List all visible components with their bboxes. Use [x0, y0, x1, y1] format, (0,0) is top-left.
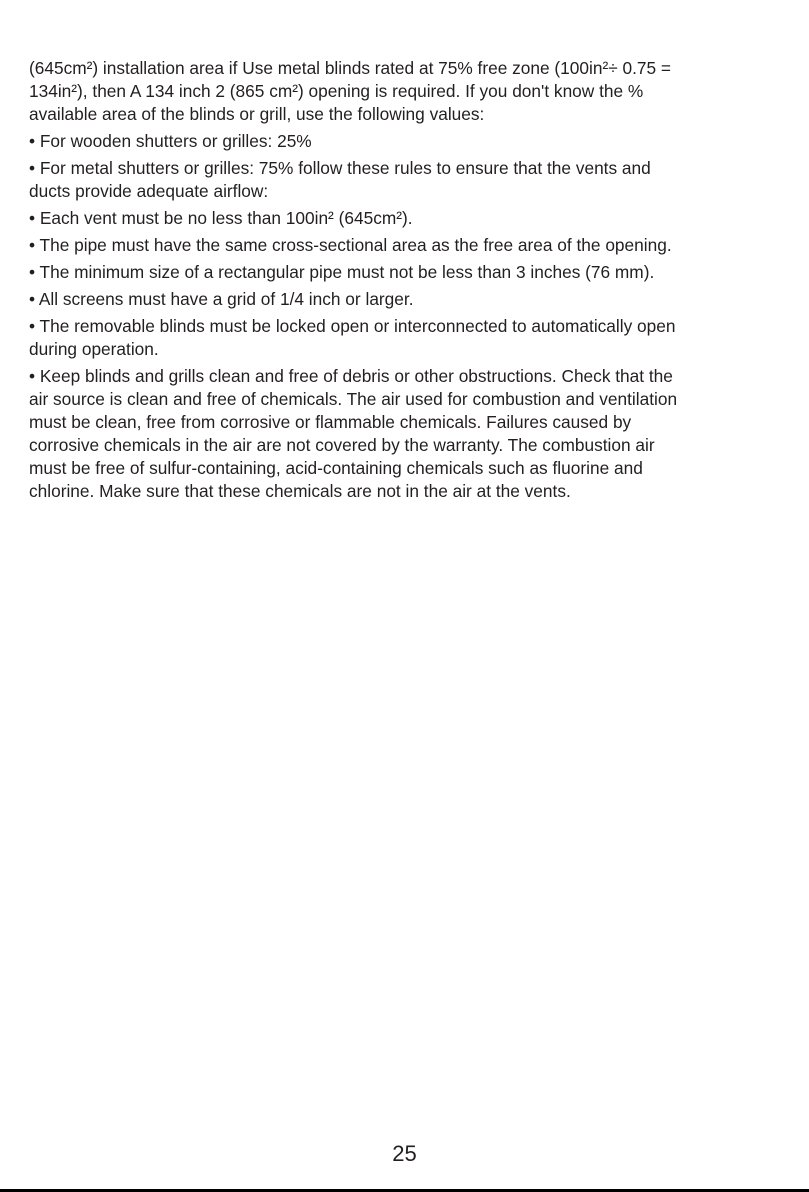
- bullet-wooden-shutters: • For wooden shutters or grilles: 25%: [29, 131, 312, 151]
- intro-paragraph: (645cm²) installation area if Use metal blinds rated at 75% free zone (100in²÷ 0.75 = 134in²), then A 134 inch 2 (865 cm²) opening is required. If you don't know the % available area of the blinds or grill, use the following values:: [29, 58, 672, 124]
- bullet-rectangular-pipe: • The minimum size of a rectangular pipe must not be less than 3 inches (76 mm).: [29, 262, 655, 282]
- page-body: [29, 57, 785, 507]
- bullet-vent-size: • Each vent must be no less than 100in² (645cm²).: [29, 208, 413, 228]
- bullet-pipe-area: • The pipe must have the same cross-sectional area as the free area of the opening.: [29, 235, 672, 255]
- bullet-removable-blinds: • The removable blinds must be locked open or interconnected to automatically open during operation.: [29, 316, 676, 359]
- bullet-metal-shutters: • For metal shutters or grilles: 75% follow these rules to ensure that the vents and ducts provide adequate airflow:: [29, 158, 651, 201]
- page-number: 25: [392, 1141, 417, 1166]
- bullet-keep-clean: • Keep blinds and grills clean and free of debris or other obstructions. Check that the air source is clean and free of chemicals. The air used for combustion and ventilation must be clean, free from corrosive or flammable chemicals. Failures caused by corrosive chemicals in the air are not covered by the warranty. The combustion air must be free of sulfur-containing, acid-containing chemicals such as fluorine and chlorine. Make sure that these chemicals are not in the air at the vents.: [29, 366, 678, 501]
- bullet-screens-grid: • All screens must have a grid of 1/4 inch or larger.: [29, 289, 414, 309]
